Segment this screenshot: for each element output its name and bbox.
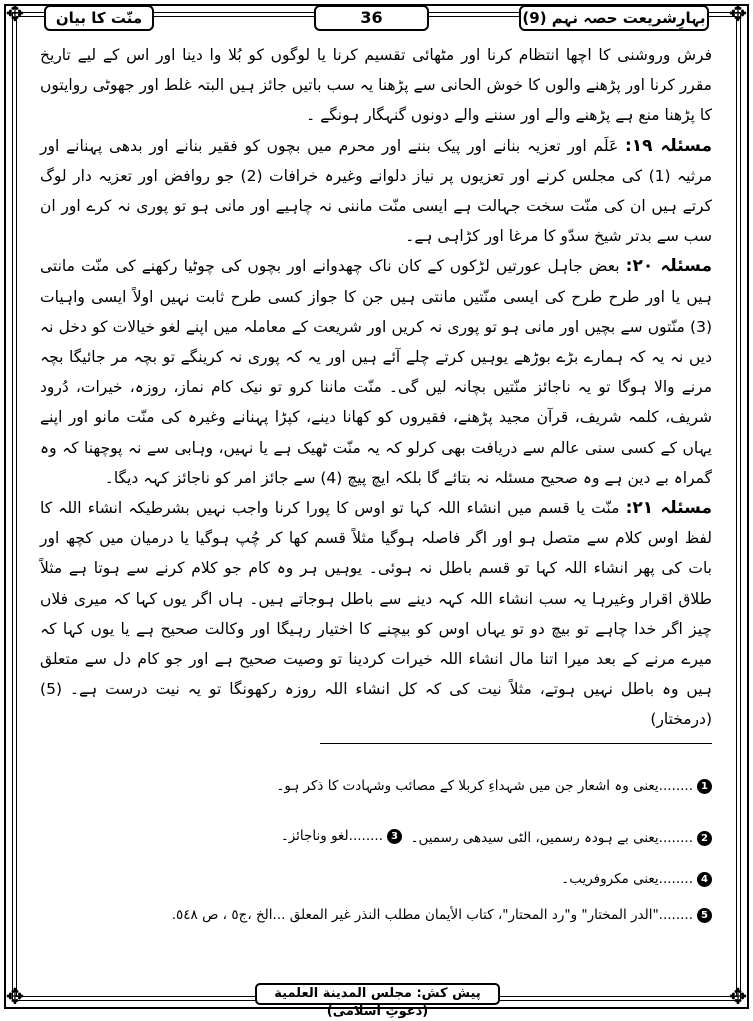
footnote-number: 2 xyxy=(697,831,712,846)
footnote xyxy=(411,828,712,848)
paragraph xyxy=(40,40,712,131)
footnote-number: 5 xyxy=(697,908,712,923)
masala-heading: مسئلہ ۲۰: xyxy=(625,256,712,277)
footnote-number: 3 xyxy=(387,829,402,844)
page-number: 36 xyxy=(314,5,429,31)
footnote xyxy=(276,776,712,796)
paragraph-text: منّت یا قسم میں انشاء اللہ کہا تو اوس کا پورا کرنا واجب نہیں بشرطیکہ انشاء اللہ کا لفظ اوس کلام سے متصل ہو اور اگر فاصلہ ہوگیا مثلاً قسم کھا کر چُپ ہوگیا یا درمیان میں کچھ اور بات کی پھر انشاء اللہ کہا تو قسم باطل نہ ہوئی۔ یوہیں ہر وہ کام جو کلام کرنے سے ہوتا ہے مثلاً طلاق اقرار وغیرہا یہ سب انشاء اللہ کہہ دینے سے باطل ہوجاتے ہیں۔ ہاں اگر یوں کہا کہ میری فلاں چیز اگر خدا چاہے تو بیچ دو تو یہاں اوس کو بیچنے کا اختیار رہیگا اور وکالت صحیح ہے یا یوں کہا کہ میرے مرنے کے بعد میرا اتنا مال انشاء اللہ خیرات کردینا تو وصیت صحیح ہے اور جو کام دل سے متعلق ہیں وہ باطل نہیں ہوتے، مثلاً نیت کی کہ کل انشاء اللہ روزہ رکھونگا تو یہ نیت درست ہے۔ (5) (درمختار) xyxy=(40,499,712,729)
paragraph xyxy=(40,251,712,493)
footnote-text: ........یعنی مکروفریب۔ xyxy=(561,871,693,887)
publisher-credit: پیش کش: مجلس المدينة العلمية (دعوتِ اسلامی) xyxy=(255,983,500,1005)
footnote-text: ........یعنی بے ہودہ رسمیں، الٹی سیدھی رسمیں۔ xyxy=(410,830,693,846)
footnote-text: ........"الدر المختار" و"رد المحتار"، كتاب الأيمان مطلب النذر غير المعلق ...الخ ،ج٥ ، ص ٥٤٨. xyxy=(171,907,693,923)
corner-ornament-icon: ✥ xyxy=(5,985,25,1010)
paragraph xyxy=(40,131,712,252)
footnote xyxy=(281,826,402,846)
footnote-text: ........لغو وناجائز۔ xyxy=(280,828,383,844)
corner-ornament-icon: ✥ xyxy=(728,985,748,1010)
main-text xyxy=(40,40,712,735)
paragraph xyxy=(40,493,712,735)
corner-ornament-icon: ✥ xyxy=(5,2,25,27)
footnote xyxy=(561,869,712,889)
paragraph-text: عَلَم اور تعزیہ بنانے اور پیک بننے اور محرم میں بچوں کو فقیر بنانے اور بدھی پہنانے اور مرثیہ (1) کی مجلس کرنے اور تعزیوں پر نیاز دلوانے وغیرہ خرافات (2) جو روافض اور تعزیہ دار لوگ کرتے ہیں ان کی منّت سخت جہالت ہے ایسی منّت ماننی نہ چاہیے اور مانی ہو تو پوری نہ کرے اور ان سب سے بدتر شیخ سدّو کا مرغا اور کڑاہی ہے۔ xyxy=(40,136,713,246)
footnote xyxy=(172,905,712,925)
paragraph-text: فرش وروشنی کا اچھا انتظام کرنا اور مٹھائی تقسیم کرنا یا لوگوں کو بُلا وا دینا اور اس کے لیے تاریخ مقرر کرنا اور پڑھنے والوں کا خوش الحانی سے پڑھنا یہ سب باتیں جائز ہیں البتہ غلط اور جھوٹی روایتوں کا پڑھنا منع ہے پڑھنے والے اور سننے والے دونوں گنہگار ہونگے ۔ xyxy=(40,46,712,125)
footnote-number: 4 xyxy=(697,872,712,887)
footnote-separator xyxy=(320,743,712,744)
page-header xyxy=(44,5,709,33)
paragraph-text: بعض جاہل عورتیں لڑکوں کے کان ناک چھدوانے اور بچوں کی چوٹیا رکھنے کی منّت مانتی ہیں یا اور طرح طرح کی ایسی منّتیں مانتی ہیں جن کا جواز کسی طرح ثابت نہیں اولاً ایسی واہیات (3) منّتوں سے بچیں اور مانی ہو تو پوری نہ کریں اور شریعت کے معاملہ میں اپنے لغو خیالات کو دخل نہ دیں نہ یہ کہ ہمارے بڑے بوڑھے یوہیں کرتے چلے آئے ہیں اور یہ کہ پوری نہ کرینگے تو بچہ مر جائیگا بچہ مرنے والا ہوگا تو یہ ناجائز منّتیں بچانہ لیں گی۔ منّت ماننا کرو تو نیک کام نماز، روزہ، خیرات، دُرود شریف، کلمہ شریف، قرآن مجید پڑھنے، فقیروں کو کھانا دینے، کپڑا پہنانے وغیرہ کی منّت مانو اور اپنے یہاں کے کسی سنی عالم سے دریافت بھی کرلو کہ یہ منّت ٹھیک ہے یا نہیں، وہابی سے نہ پوچھنا کہ وہ گمراہ بے دین ہے وہ صحیح مسئلہ نہ بتائے گا بلکہ ایچ پیچ (4) سے جائز امر کو ناجائز کہہ دیگا۔ xyxy=(40,257,712,487)
book-title: بہارِشریعت حصہ نہم (9) xyxy=(519,5,709,31)
footnote-text: ........یعنی وہ اشعار جن میں شہداءِ کربلا کے مصائب وشہادت کا ذکر ہو۔ xyxy=(276,778,693,794)
footnote-number: 1 xyxy=(697,779,712,794)
page-footer xyxy=(0,983,753,1019)
masala-heading: مسئلہ ۲۱: xyxy=(625,498,712,519)
chapter-title: منّت کا بیان xyxy=(44,5,154,31)
masala-heading: مسئلہ ۱۹: xyxy=(624,135,712,156)
corner-ornament-icon: ✥ xyxy=(728,2,748,27)
